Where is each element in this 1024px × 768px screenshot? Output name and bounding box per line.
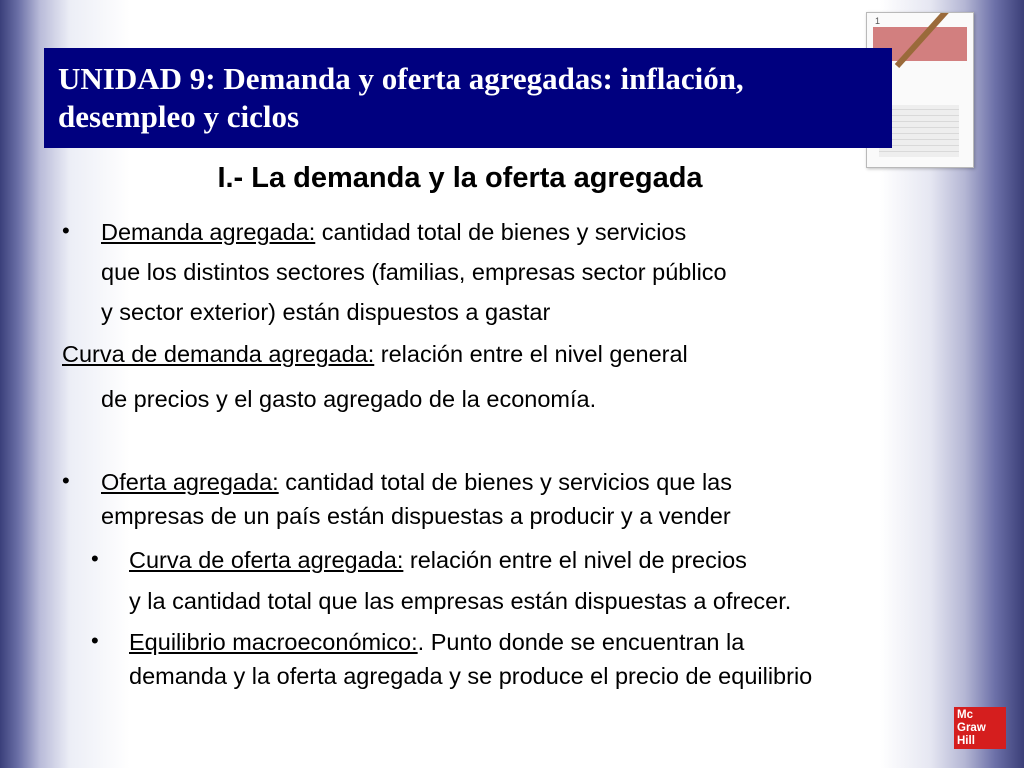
continuation-line: y sector exterior) están dispuestos a gastar <box>101 299 551 325</box>
logo-line: Graw <box>957 722 986 734</box>
term-oferta-agregada: Oferta agregada: <box>101 469 279 495</box>
bullet-marker: • <box>91 628 99 653</box>
definition-text: relación entre el nivel de precios <box>403 547 747 573</box>
continuation-line: que los distintos sectores (familias, empresas sector público <box>101 259 727 285</box>
book-number: 1 <box>875 16 881 26</box>
section-subtitle: I.- La demanda y la oferta agregada <box>217 162 703 194</box>
definition-text: . Punto donde se encuentran la <box>417 629 745 655</box>
bullet-curva-oferta <box>129 546 747 574</box>
term-equilibrio: Equilibrio macroeconómico: <box>129 629 418 655</box>
mcgraw-hill-logo <box>954 707 1006 749</box>
bullet-marker: • <box>62 468 70 493</box>
slide-title: UNIDAD 9: Demanda y oferta agregadas: inflación, desempleo y ciclos <box>58 61 744 134</box>
definition-text: relación entre el nivel general <box>374 341 688 367</box>
continuation-line: de precios y el gasto agregado de la economía. <box>101 386 597 412</box>
term-demanda-agregada: Demanda agregada: <box>101 219 316 245</box>
definition-text: cantidad total de bienes y servicios que las <box>278 469 732 495</box>
term-curva-oferta: Curva de oferta agregada: <box>129 547 404 573</box>
item-curva-demanda <box>62 340 688 368</box>
continuation-line: demanda y la oferta agregada y se produce el precio de equilibrio <box>129 663 813 689</box>
term-curva-demanda: Curva de demanda agregada: <box>62 341 375 367</box>
bullet-marker: • <box>62 218 70 243</box>
continuation-line: empresas de un país están dispuestas a producir y a vender <box>101 503 731 529</box>
title-bar <box>44 48 892 148</box>
bullet-demanda-agregada <box>101 218 686 246</box>
bullet-marker: • <box>91 546 99 571</box>
bullet-oferta-agregada <box>101 468 732 496</box>
continuation-line: y la cantidad total que las empresas están dispuestas a ofrecer. <box>129 588 792 614</box>
logo-line: Mc <box>957 709 973 721</box>
bullet-equilibrio <box>129 628 744 656</box>
definition-text: cantidad total de bienes y servicios <box>315 219 687 245</box>
logo-line: Hill <box>957 735 975 747</box>
